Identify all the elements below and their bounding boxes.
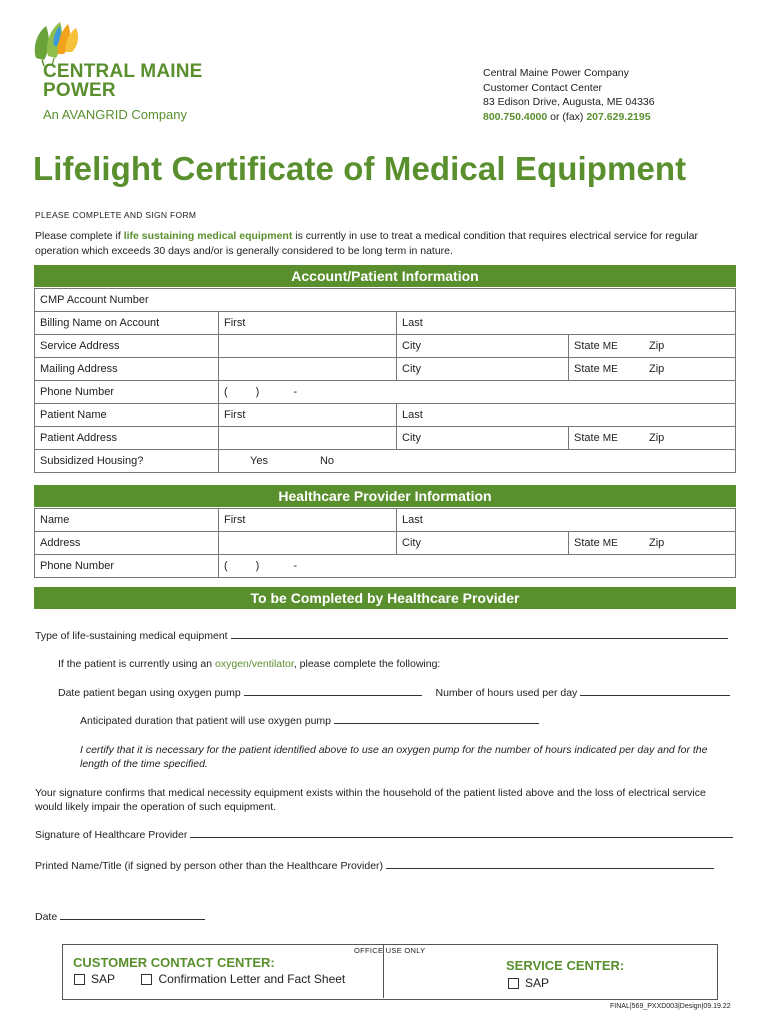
instruction-heading: PLEASE COMPLETE AND SIGN FORM bbox=[35, 210, 197, 220]
patient-last-field[interactable]: Last bbox=[397, 404, 736, 427]
table-row bbox=[35, 555, 736, 578]
address-line-3: 83 Edison Drive, Augusta, ME 04336 bbox=[483, 96, 655, 108]
table-row bbox=[35, 509, 736, 532]
brand-line-2: POWER bbox=[43, 80, 116, 101]
phone-paren-open: ( bbox=[224, 560, 228, 572]
service-city-field[interactable]: City bbox=[397, 335, 569, 358]
complete-section-header: To be Completed by Healthcare Provider bbox=[34, 587, 736, 609]
patient-first-field[interactable]: First bbox=[219, 404, 397, 427]
contact-address bbox=[483, 66, 655, 124]
printed-name-input[interactable] bbox=[386, 859, 714, 869]
provider-section-header: Healthcare Provider Information bbox=[34, 485, 736, 507]
patient-phone-field[interactable] bbox=[219, 381, 736, 404]
patient-zip-field[interactable]: Zip bbox=[644, 427, 736, 450]
cc-options bbox=[74, 972, 345, 986]
subsidized-housing-label: Subsidized Housing? bbox=[35, 450, 219, 473]
phone-dash: - bbox=[293, 560, 298, 572]
account-section-header: Account/Patient Information bbox=[34, 265, 736, 287]
anticipated-duration-label: Anticipated duration that patient will use oxygen pump bbox=[80, 715, 331, 727]
brand-line-1: CENTRAL MAINE bbox=[43, 61, 203, 82]
equipment-type-row bbox=[35, 629, 737, 642]
service-address-label: Service Address bbox=[35, 335, 219, 358]
service-state-field[interactable] bbox=[569, 335, 645, 358]
confirmation-label: Confirmation Letter and Fact Sheet bbox=[158, 972, 346, 986]
provider-table bbox=[34, 508, 736, 578]
signature-input[interactable] bbox=[190, 828, 733, 838]
intro-highlight: life sustaining medical equipment bbox=[123, 230, 293, 242]
state-value: ME bbox=[602, 341, 618, 352]
phone-fax-line bbox=[483, 110, 655, 125]
phone-or: or (fax) bbox=[547, 110, 587, 123]
table-row bbox=[35, 289, 736, 312]
table-row bbox=[35, 358, 736, 381]
provider-zip-field[interactable]: Zip bbox=[644, 532, 736, 555]
customer-contact-center-title: CUSTOMER CONTACT CENTER: bbox=[73, 955, 275, 970]
patient-state-field[interactable] bbox=[569, 427, 645, 450]
svc-options bbox=[508, 976, 549, 990]
equipment-type-input[interactable] bbox=[231, 629, 728, 639]
anticipated-duration-row bbox=[80, 714, 539, 727]
state-label: State bbox=[574, 537, 600, 549]
table-row bbox=[35, 404, 736, 427]
mailing-address-label: Mailing Address bbox=[35, 358, 219, 381]
provider-state-field[interactable] bbox=[569, 532, 645, 555]
confirmation-checkbox[interactable] bbox=[141, 974, 152, 985]
svc-sap-checkbox[interactable] bbox=[508, 978, 519, 989]
service-center-title: SERVICE CENTER: bbox=[506, 958, 625, 973]
provider-street-field[interactable] bbox=[219, 532, 397, 555]
sap-checkbox[interactable] bbox=[74, 974, 85, 985]
mailing-city-field[interactable]: City bbox=[397, 358, 569, 381]
mailing-zip-field[interactable]: Zip bbox=[644, 358, 736, 381]
brand-name bbox=[43, 62, 203, 100]
table-row bbox=[35, 450, 736, 473]
printed-name-row bbox=[35, 859, 737, 872]
billing-last-field[interactable]: Last bbox=[397, 312, 736, 335]
page-title: Lifelight Certificate of Medical Equipment bbox=[33, 150, 687, 187]
hours-per-day-input[interactable] bbox=[580, 686, 730, 696]
date-began-label: Date patient began using oxygen pump bbox=[58, 687, 241, 699]
oxygen-post: , please complete the following: bbox=[293, 658, 441, 670]
table-row bbox=[35, 312, 736, 335]
oxygen-instruction bbox=[58, 658, 440, 670]
brand-subtitle: An AVANGRID Company bbox=[43, 107, 188, 122]
patient-street-field[interactable] bbox=[219, 427, 397, 450]
anticipated-duration-input[interactable] bbox=[334, 714, 539, 724]
state-label: State bbox=[574, 340, 600, 352]
phone-paren-open: ( bbox=[224, 386, 228, 398]
account-patient-table bbox=[34, 288, 736, 473]
date-input[interactable] bbox=[60, 910, 205, 920]
intro-text bbox=[35, 229, 735, 259]
subsidized-no-option[interactable]: No bbox=[319, 455, 335, 467]
signature-row bbox=[35, 828, 737, 841]
state-value: ME bbox=[602, 364, 618, 375]
patient-name-label: Patient Name bbox=[35, 404, 219, 427]
billing-name-label: Billing Name on Account bbox=[35, 312, 219, 335]
provider-city-field[interactable]: City bbox=[397, 532, 569, 555]
provider-phone-field[interactable] bbox=[219, 555, 736, 578]
oxygen-pre: If the patient is currently using an bbox=[58, 658, 216, 670]
service-zip-field[interactable]: Zip bbox=[644, 335, 736, 358]
date-row bbox=[35, 910, 205, 923]
company-logo-leaves bbox=[30, 20, 90, 66]
date-began-input[interactable] bbox=[244, 686, 422, 696]
table-row bbox=[35, 427, 736, 450]
provider-address-label: Address bbox=[35, 532, 219, 555]
equipment-type-label: Type of life-sustaining medical equipment bbox=[35, 630, 228, 642]
phone-paren-close: ) bbox=[255, 386, 260, 398]
provider-first-field[interactable]: First bbox=[219, 509, 397, 532]
provider-last-field[interactable]: Last bbox=[397, 509, 736, 532]
patient-city-field[interactable]: City bbox=[397, 427, 569, 450]
state-value: ME bbox=[602, 538, 618, 549]
certify-statement: I certify that it is necessary for the patient identified above to use an oxygen pump for the number of hours indicated per day and for the length of the time specified. bbox=[80, 744, 708, 770]
state-value: ME bbox=[602, 433, 618, 444]
mailing-street-field[interactable] bbox=[219, 358, 397, 381]
phone-dash: - bbox=[293, 386, 298, 398]
form-code-footer: FINAL|569_PXXD003|Design|09.19.22 bbox=[610, 1003, 731, 1010]
phone-paren-close: ) bbox=[255, 560, 260, 572]
service-street-field[interactable] bbox=[219, 335, 397, 358]
table-row bbox=[35, 532, 736, 555]
cmp-account-field[interactable]: CMP Account Number bbox=[35, 289, 736, 312]
fax-number: 207.629.2195 bbox=[586, 110, 651, 123]
address-line-1: Central Maine Power Company bbox=[483, 67, 629, 79]
provider-name-label: Name bbox=[35, 509, 219, 532]
subsidized-options bbox=[219, 450, 736, 473]
hours-per-day-label: Number of hours used per day bbox=[435, 687, 578, 699]
phone-number: 800.750.4000 bbox=[483, 110, 548, 123]
state-label: State bbox=[574, 363, 600, 375]
table-row bbox=[35, 335, 736, 358]
svc-sap-label: SAP bbox=[525, 976, 550, 990]
provider-phone-label: Phone Number bbox=[35, 555, 219, 578]
signature-label: Signature of Healthcare Provider bbox=[35, 829, 188, 841]
signature-confirmation-text: Your signature confirms that medical necessity equipment exists within the household of the patient listed above and the loss of electrical service would likely impair the operation of such equipment. bbox=[35, 787, 706, 813]
address-line-2: Customer Contact Center bbox=[483, 81, 603, 94]
billing-first-field[interactable]: First bbox=[219, 312, 397, 335]
intro-post: is currently in use to treat a medical condition that requires electrical service for regular operation which exceeds 30 days and/or is generally considered to be long term in nature. bbox=[35, 230, 698, 257]
date-label: Date bbox=[35, 911, 58, 923]
sap-label: SAP bbox=[91, 972, 115, 986]
oxygen-highlight: oxygen/ventilator bbox=[215, 658, 294, 670]
subsidized-yes-option[interactable]: Yes bbox=[250, 455, 268, 467]
printed-name-label: Printed Name/Title (if signed by person other than the Healthcare Provider) bbox=[35, 860, 384, 872]
table-row bbox=[35, 381, 736, 404]
intro-pre: Please complete if bbox=[35, 230, 124, 242]
state-label: State bbox=[574, 432, 600, 444]
mailing-state-field[interactable] bbox=[569, 358, 645, 381]
oxygen-date-hours-row bbox=[58, 686, 738, 699]
office-use-label: OFFICE USE ONLY bbox=[354, 946, 426, 955]
phone-number-label: Phone Number bbox=[35, 381, 219, 404]
patient-address-label: Patient Address bbox=[35, 427, 219, 450]
